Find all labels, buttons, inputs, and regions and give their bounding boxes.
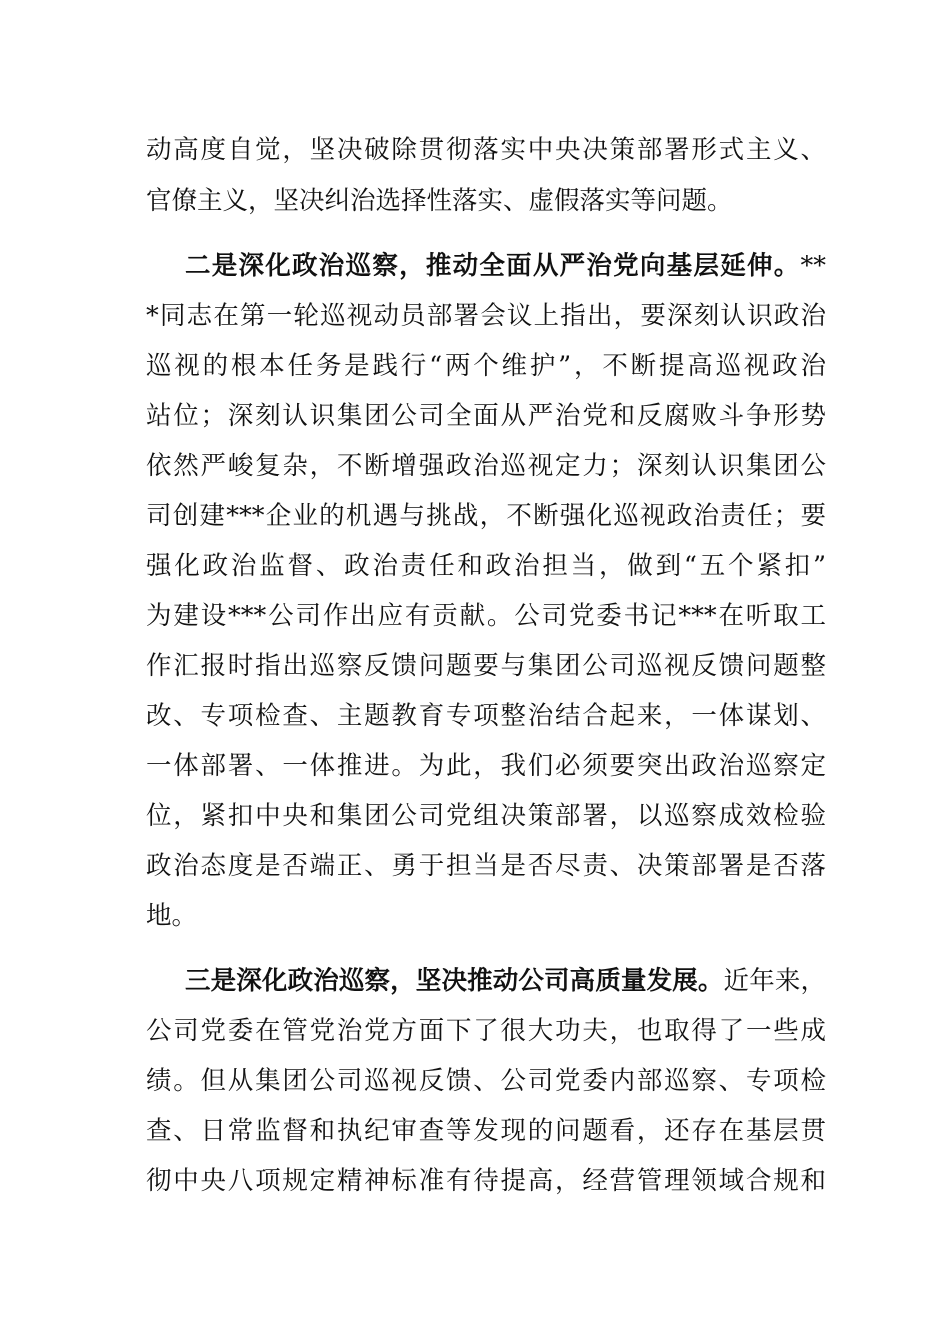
paragraph-1-line-1: 动高度自觉，坚决破除贯彻落实中央决策部署形式主义、 (146, 135, 826, 165)
paragraph-2-line-12: 位，紧扣中央和集团公司党组决策部署，以巡察成效检验 (146, 801, 826, 831)
paragraph-2-line-2: *同志在第一轮巡视动员部署会议上指出，要深刻认识政治 (146, 301, 826, 331)
paragraph-3-line-3: 绩。但从集团公司巡视反馈、公司党委内部巡察、专项检 (146, 1066, 826, 1096)
paragraph-2-line-9: 作汇报时指出巡察反馈问题要与集团公司巡视反馈问题整 (146, 651, 826, 681)
paragraph-2-line-7: 强化政治监督、政治责任和政治担当，做到“五个紧扣” (146, 551, 826, 581)
paragraph-2-line-13: 政治态度是否端正、勇于担当是否尽责、决策部署是否落 (146, 851, 826, 881)
paragraph-3-lead-tail: 近年来， (723, 966, 826, 996)
paragraph-3-line-5: 彻中央八项规定精神标准有待提高，经营管理领域合规和 (146, 1166, 826, 1196)
paragraph-2-line-4: 站位；深刻认识集团公司全面从严治党和反腐败斗争形势 (146, 401, 826, 431)
paragraph-1-line-2: 官僚主义，坚决纠治选择性落实、虚假落实等问题。 (146, 186, 733, 216)
paragraph-3-line-2: 公司党委在管党治党方面下了很大功夫，也取得了一些成 (146, 1016, 826, 1046)
paragraph-2-line-6: 司创建***企业的机遇与挑战，不断强化巡视政治责任；要 (146, 501, 826, 531)
paragraph-2-line-3: 巡视的根本任务是践行“两个维护”，不断提高巡视政治 (146, 351, 826, 381)
paragraph-2-lead-sentence: 二是深化政治巡察，推动全面从严治党向基层延伸。 (185, 251, 801, 281)
paragraph-2-first-line (185, 246, 826, 286)
paragraph-2-line-5: 依然严峻复杂，不断增强政治巡视定力；深刻认识集团公 (146, 451, 826, 481)
paragraph-2-line-14: 地。 (146, 901, 198, 931)
paragraph-3-lead-sentence: 三是深化政治巡察，坚决推动公司高质量发展。 (185, 966, 724, 996)
paragraph-2-line-8: 为建设***公司作出应有贡献。公司党委书记***在听取工 (146, 601, 826, 631)
paragraph-2-lead-tail: ** (800, 251, 826, 281)
paragraph-3-line-4: 查、日常监督和执纪审查等发现的问题看，还存在基层贯 (146, 1116, 826, 1146)
paragraph-2-line-11: 一体部署、一体推进。为此，我们必须要突出政治巡察定 (146, 751, 826, 781)
paragraph-3-first-line (185, 961, 826, 1001)
paragraph-2-line-10: 改、专项检查、主题教育专项整治结合起来，一体谋划、 (146, 701, 826, 731)
